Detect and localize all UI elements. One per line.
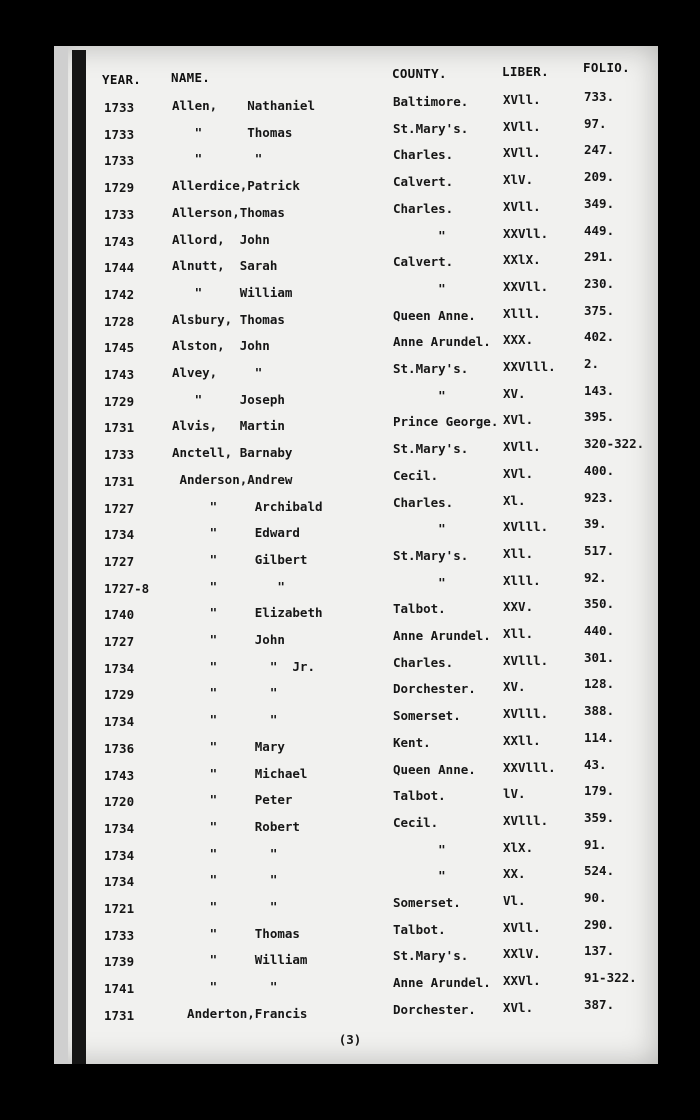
liber-cell: XVlll. bbox=[503, 652, 549, 668]
folio-cell: 91-322. bbox=[584, 970, 637, 986]
name-cell: " Michael bbox=[172, 765, 308, 781]
folio-cell: 359. bbox=[584, 809, 615, 825]
folio-cell: 128. bbox=[584, 676, 615, 692]
year-cell: 1745 bbox=[104, 340, 135, 356]
liber-cell: XVlll. bbox=[503, 519, 549, 535]
county-cell: " bbox=[393, 868, 446, 884]
liber-cell: XXlV. bbox=[503, 946, 541, 962]
county-cell: Cecil. bbox=[393, 467, 439, 483]
name-cell: Allerdice,Patrick bbox=[172, 178, 300, 194]
liber-cell: Vl. bbox=[503, 893, 526, 908]
county-cell: Talbot. bbox=[393, 921, 446, 937]
liber-cell: XXll. bbox=[503, 732, 541, 748]
folio-cell: 349. bbox=[584, 195, 615, 211]
year-cell: 1743 bbox=[104, 233, 135, 249]
folio-cell: 440. bbox=[584, 623, 615, 638]
county-cell: " bbox=[393, 574, 446, 590]
header-name: NAME. bbox=[171, 70, 211, 85]
county-cell: Talbot. bbox=[393, 601, 446, 617]
year-cell: 1727 bbox=[104, 553, 135, 569]
year-cell: 1741 bbox=[104, 981, 135, 997]
county-cell: Queen Anne. bbox=[393, 307, 476, 323]
liber-cell: XXVlll. bbox=[503, 759, 556, 775]
county-cell: " bbox=[393, 841, 446, 857]
year-cell: 1743 bbox=[104, 367, 135, 382]
year-cell: 1734 bbox=[104, 847, 135, 863]
name-cell: " William bbox=[172, 952, 308, 968]
county-cell: Talbot. bbox=[393, 788, 446, 804]
name-cell: Alnutt, Sarah bbox=[172, 258, 278, 274]
folio-cell: 395. bbox=[584, 409, 615, 425]
county-cell: Charles. bbox=[393, 147, 454, 163]
year-cell: 1727-8 bbox=[104, 580, 150, 596]
county-cell: Anne Arundel. bbox=[393, 334, 491, 350]
county-cell: Cecil. bbox=[393, 814, 439, 830]
liber-cell: XVll. bbox=[503, 92, 541, 107]
name-cell: " " bbox=[172, 685, 278, 701]
county-cell: " bbox=[393, 521, 446, 537]
liber-cell: XV. bbox=[503, 385, 526, 401]
year-cell: 1729 bbox=[104, 687, 135, 703]
name-cell: " Thomas bbox=[172, 124, 293, 140]
liber-cell: XlV. bbox=[503, 172, 534, 188]
year-cell: 1734 bbox=[104, 820, 135, 836]
header-liber: LIBER. bbox=[502, 64, 549, 79]
year-cell: 1727 bbox=[104, 500, 135, 516]
county-cell: Prince George. bbox=[393, 414, 499, 430]
year-cell: 1729 bbox=[104, 393, 135, 409]
name-cell: Allerson,Thomas bbox=[172, 204, 285, 220]
folio-cell: 923. bbox=[584, 489, 615, 505]
liber-cell: XVl. bbox=[503, 999, 534, 1015]
year-cell: 1728 bbox=[104, 313, 135, 329]
year-cell: 1733 bbox=[104, 927, 135, 943]
liber-cell: XVl. bbox=[503, 465, 534, 481]
name-cell: " " bbox=[172, 845, 278, 861]
name-cell: " " bbox=[172, 712, 278, 728]
liber-cell: XX. bbox=[503, 866, 526, 882]
folio-cell: 91. bbox=[584, 836, 607, 852]
liber-cell: XXVl. bbox=[503, 973, 541, 989]
county-cell: " bbox=[393, 227, 446, 243]
county-cell: St.Mary's. bbox=[393, 361, 469, 376]
folio-cell: 517. bbox=[584, 542, 615, 558]
county-cell: " bbox=[393, 387, 446, 403]
liber-cell: XVlll. bbox=[503, 706, 549, 722]
name-cell: " " bbox=[172, 578, 285, 594]
folio-cell: 90. bbox=[584, 890, 607, 905]
name-cell: " William bbox=[172, 284, 293, 300]
folio-cell: 320-322. bbox=[584, 436, 645, 452]
year-cell: 1731 bbox=[104, 420, 135, 436]
year-cell: 1731 bbox=[104, 1007, 135, 1023]
name-cell: " " bbox=[172, 979, 278, 995]
liber-cell: XXV. bbox=[503, 599, 534, 615]
county-cell: St.Mary's. bbox=[393, 120, 469, 136]
folio-cell: 375. bbox=[584, 302, 615, 318]
name-cell: " Joseph bbox=[172, 391, 285, 407]
folio-cell: 43. bbox=[584, 756, 607, 772]
liber-cell: lV. bbox=[503, 786, 526, 802]
name-cell: Anctell, Barnaby bbox=[172, 445, 293, 461]
name-cell: Alston, John bbox=[172, 338, 270, 354]
year-cell: 1731 bbox=[104, 473, 135, 489]
name-cell: " Mary bbox=[172, 738, 285, 754]
folio-cell: 114. bbox=[584, 729, 615, 745]
liber-cell: XVll. bbox=[503, 198, 541, 214]
liber-cell: XXVlll. bbox=[503, 359, 556, 374]
year-cell: 1720 bbox=[104, 794, 135, 810]
county-cell: Dorchester. bbox=[393, 1001, 476, 1017]
folio-cell: 387. bbox=[584, 996, 615, 1012]
name-cell: " Edward bbox=[172, 525, 300, 541]
folio-cell: 301. bbox=[584, 649, 615, 665]
liber-cell: XV. bbox=[503, 679, 526, 695]
county-cell: Charles. bbox=[393, 654, 454, 670]
name-cell: " Gilbert bbox=[172, 551, 308, 567]
county-cell: Calvert. bbox=[393, 254, 454, 270]
name-cell: Allord, John bbox=[172, 231, 270, 247]
liber-cell: Xll. bbox=[503, 545, 534, 561]
folio-cell: 143. bbox=[584, 382, 615, 398]
name-cell: Alvey, " bbox=[172, 365, 263, 380]
folio-cell: 400. bbox=[584, 462, 615, 478]
header-year: YEAR. bbox=[102, 72, 142, 87]
header-county: COUNTY. bbox=[392, 66, 447, 81]
folio-cell: 92. bbox=[584, 569, 607, 585]
county-cell: Queen Anne. bbox=[393, 761, 476, 777]
name-cell: " Robert bbox=[172, 818, 300, 834]
county-cell: Somerset. bbox=[393, 895, 461, 910]
year-cell: 1744 bbox=[104, 260, 135, 276]
liber-cell: XVl. bbox=[503, 412, 534, 428]
folio-cell: 97. bbox=[584, 115, 607, 131]
year-cell: 1733 bbox=[104, 100, 135, 115]
year-cell: 1740 bbox=[104, 607, 135, 623]
name-cell: " John bbox=[172, 632, 285, 647]
name-cell: Allen, Nathaniel bbox=[172, 98, 315, 113]
name-cell: Alsbury, Thomas bbox=[172, 311, 285, 327]
folio-cell: 39. bbox=[584, 516, 607, 532]
liber-cell: XVll. bbox=[503, 919, 541, 935]
folio-cell: 524. bbox=[584, 863, 615, 879]
liber-cell: XVll. bbox=[503, 439, 541, 455]
page-number: (3) bbox=[338, 1032, 362, 1047]
county-cell: St.Mary's. bbox=[393, 948, 469, 964]
folio-cell: 230. bbox=[584, 275, 615, 291]
liber-cell: Xll. bbox=[503, 626, 534, 641]
folio-cell: 137. bbox=[584, 943, 615, 959]
county-cell: Kent. bbox=[393, 734, 431, 750]
folio-cell: 247. bbox=[584, 142, 615, 158]
liber-cell: XXX. bbox=[503, 332, 534, 348]
name-cell: " Peter bbox=[172, 792, 293, 808]
folio-cell: 449. bbox=[584, 222, 615, 238]
year-cell: 1733 bbox=[104, 126, 135, 142]
name-cell: " " bbox=[172, 151, 263, 167]
folio-cell: 733. bbox=[584, 89, 615, 104]
year-cell: 1734 bbox=[104, 714, 135, 730]
county-cell: Baltimore. bbox=[393, 94, 469, 109]
year-cell: 1734 bbox=[104, 874, 135, 890]
year-cell: 1729 bbox=[104, 180, 135, 196]
year-cell: 1734 bbox=[104, 527, 135, 543]
folio-cell: 179. bbox=[584, 783, 615, 799]
county-cell: St.Mary's. bbox=[393, 441, 469, 457]
name-cell: Anderson,Andrew bbox=[172, 471, 293, 487]
name-cell: Anderton,Francis bbox=[172, 1005, 308, 1021]
folio-cell: 350. bbox=[584, 596, 615, 612]
folio-cell: 402. bbox=[584, 329, 615, 345]
county-cell: Anne Arundel. bbox=[393, 628, 491, 643]
name-cell: Alvis, Martin bbox=[172, 418, 285, 434]
county-cell: Somerset. bbox=[393, 708, 461, 724]
name-cell: " " Jr. bbox=[172, 658, 315, 674]
name-cell: " Thomas bbox=[172, 925, 300, 941]
liber-cell: Xlll. bbox=[503, 305, 541, 321]
county-cell: Charles. bbox=[393, 200, 454, 216]
liber-cell: Xl. bbox=[503, 492, 526, 508]
year-cell: 1742 bbox=[104, 286, 135, 302]
county-cell: " bbox=[393, 280, 446, 296]
folio-cell: 388. bbox=[584, 703, 615, 719]
year-cell: 1733 bbox=[104, 153, 135, 169]
folio-cell: 291. bbox=[584, 249, 615, 265]
name-cell: " " bbox=[172, 899, 278, 914]
liber-cell: XXVll. bbox=[503, 278, 549, 294]
folio-cell: 2. bbox=[584, 356, 600, 371]
liber-cell: XVlll. bbox=[503, 812, 549, 828]
year-cell: 1743 bbox=[104, 767, 135, 783]
header-folio: FOLIO. bbox=[583, 60, 630, 75]
name-cell: " Archibald bbox=[172, 498, 323, 514]
folio-cell: 290. bbox=[584, 916, 615, 932]
liber-cell: XXlX. bbox=[503, 252, 541, 268]
year-cell: 1721 bbox=[104, 901, 135, 916]
year-cell: 1733 bbox=[104, 447, 135, 463]
year-cell: 1733 bbox=[104, 206, 135, 222]
year-cell: 1736 bbox=[104, 740, 135, 756]
year-cell: 1739 bbox=[104, 954, 135, 970]
name-cell: " " bbox=[172, 872, 278, 888]
liber-cell: XXVll. bbox=[503, 225, 549, 241]
table-row bbox=[0, 996, 700, 1032]
county-cell: Dorchester. bbox=[393, 681, 476, 697]
year-cell: 1734 bbox=[104, 660, 135, 676]
county-cell: Charles. bbox=[393, 494, 454, 510]
county-cell: Calvert. bbox=[393, 174, 454, 190]
liber-cell: XVll. bbox=[503, 145, 541, 161]
liber-cell: XVll. bbox=[503, 118, 541, 134]
liber-cell: XlX. bbox=[503, 839, 534, 855]
county-cell: St.Mary's. bbox=[393, 547, 469, 563]
county-cell: Anne Arundel. bbox=[393, 975, 491, 991]
liber-cell: Xlll. bbox=[503, 572, 541, 588]
name-cell: " Elizabeth bbox=[172, 605, 323, 621]
folio-cell: 209. bbox=[584, 169, 615, 185]
year-cell: 1727 bbox=[104, 634, 135, 649]
